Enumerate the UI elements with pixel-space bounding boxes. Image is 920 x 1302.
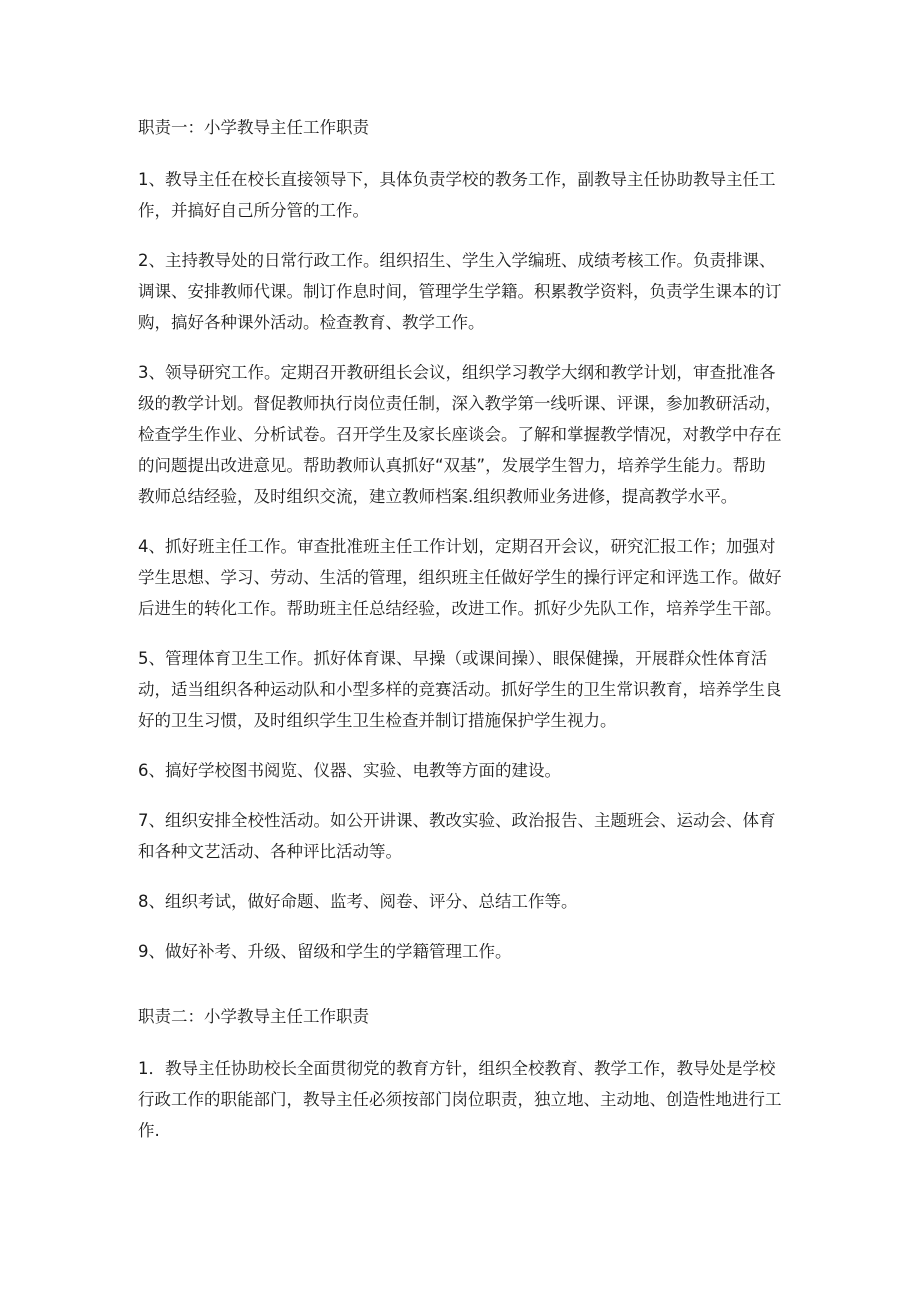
paragraph: 4、抓好班主任工作。审查批准班主任工作计划，定期召开会议，研究汇报工作；加强对学生思想、学习、劳动、生活的管理，组织班主任做好学生的操行评定和评选工作。做好后进生的转化工作。帮助班主任总结经验，改进工作。抓好少先队工作，培养学生干部。 [138,537,782,618]
paragraph: 6、搞好学校图书阅览、仪器、实验、电教等方面的建设。 [138,761,561,780]
paragraph: 2、主持教导处的日常行政工作。组织招生、学生入学编班、成绩考核工作。负责排课、调课、安排教师代课。制订作息时间，管理学生学籍。积累教学资料，负责学生课本的订购，搞好各种课外活动。检查教育、教学工作。 [138,251,782,332]
paragraph: 8、组织考试，做好命题、监考、阅卷、评分、总结工作等。 [138,892,578,911]
document-body [138,112,782,1146]
paragraph: 7、组织安排全校性活动。如公开讲课、教改实验、政治报告、主题班会、运动会、体育和各种文艺活动、各种评比活动等。 [138,811,776,861]
paragraph: 3、领导研究工作。定期召开教研组长会议，组织学习教学大纲和教学计划，审查批准各级的教学计划。督促教师执行岗位责任制，深入教学第一线听课、评课，参加教研活动，检查学生作业、分析试卷。召开学生及家长座谈会。了解和掌握教学情况，对教学中存在的问题提出改进意见。帮助教师认真抓好“双基”，发展学生智力，培养学生能力。帮助教师总结经验，及时组织交流，建立教师档案.组织教师业务进修，提高教学水平。 [138,363,782,506]
section-title: 职责一：小学教导主任工作职责 [138,118,369,137]
paragraph: 1、教导主任在校长直接领导下，具体负责学校的教务工作，副教导主任协助教导主任工作，并搞好自己所分管的工作。 [138,170,776,220]
paragraph: 9、做好补考、升级、留级和学生的学籍管理工作。 [138,942,512,961]
section-title: 职责二：小学教导主任工作职责 [138,1007,369,1026]
paragraph: 5、管理体育卫生工作。抓好体育课、早操（或课间操）、眼保健操，开展群众性体育活动，适当组织各种运动队和小型多样的竞赛活动。抓好学生的卫生常识教育，培养学生良好的卫生习惯，及时组织学生卫生检查并制订措施保护学生视力。 [138,649,782,730]
paragraph: 1．教导主任协助校长全面贯彻党的教育方针，组织全校教育、教学工作，教导处是学校行政工作的职能部门，教导主任必须按部门岗位职责，独立地、主动地、创造性地进行工作. [138,1059,782,1140]
